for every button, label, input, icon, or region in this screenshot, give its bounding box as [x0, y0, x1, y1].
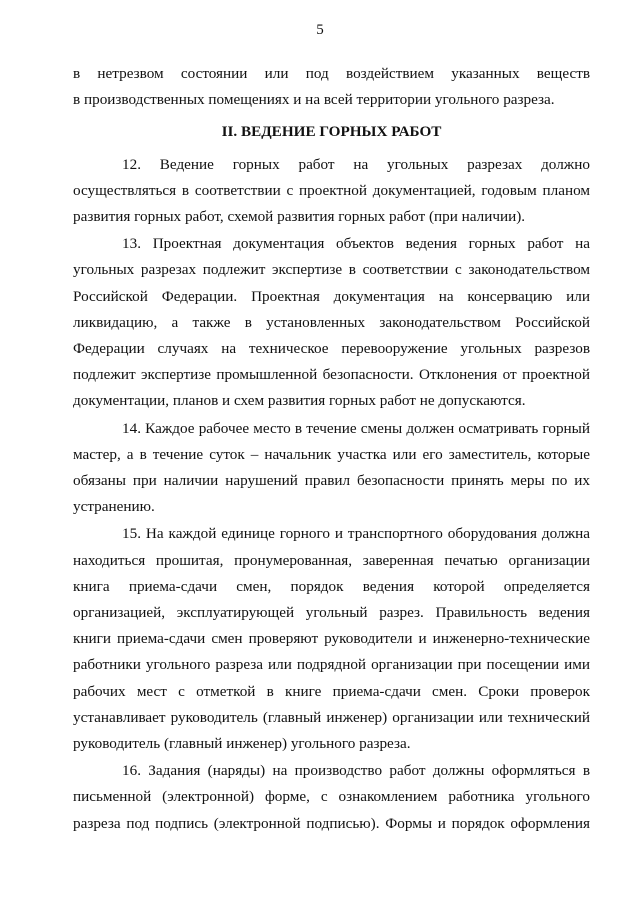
paragraph-16: 16. Задания (наряды) на производство работ должны оформляться в письменной (электронной) форме, с ознакомлением работника угольного разреза под подпись (электронной подписью). Формы и порядок оформления	[73, 762, 590, 832]
paragraph-15: 15. На каждой единице горного и транспортного оборудования должна находиться прошитая, пронумерованная, заверенная печатью организации книга приема-сдачи смен, порядок ведения которой определяется организацией, эксплуатирующей угольный разрез. Правильность ведения книги приема-сдачи смен проверяют руководители и инженерно-технические работники угольного разреза или подрядной организации при посещении ими рабочих мест с отметкой в книге приема-сдачи смен. Сроки проверок устанавливает руководитель (главный инженер) организации или технический руководитель (главный инженер) угольного разреза.	[73, 525, 590, 753]
document-body	[73, 61, 590, 837]
continuation-line-1: в нетрезвом состоянии или под воздействием указанных веществ	[73, 65, 590, 82]
paragraph-14: 14. Каждое рабочее место в течение смены должен осматривать горный мастер, а в течение суток – начальник участка или его заместитель, которые обязаны при наличии нарушений правил безопасности принять меры по их устранению.	[73, 419, 590, 516]
continuation-line-2: в производственных помещениях и на всей территории угольного разреза.	[73, 91, 555, 109]
page-number: 5	[316, 22, 324, 38]
paragraph-12: 12. Ведение горных работ на угольных разрезах должно осуществляться в соответствии с проектной документацией, годовым планом развития горных работ, схемой развития горных работ (при наличии).	[73, 155, 590, 226]
paragraph-13: 13. Проектная документация объектов ведения горных работ на угольных разрезах подлежит экспертизе в соответствии с законодательством Российской Федерации. Проектная документация на консервацию или ликвидацию, а также в установленных законодательством Российской Федерации случаях на техническое перевооружение угольных разрезов подлежит экспертизе промышленной безопасности. Отклонения от проектной документации, планов и схем развития горных работ не допускаются.	[73, 235, 590, 410]
section-heading: II. ВЕДЕНИЕ ГОРНЫХ РАБОТ	[221, 123, 442, 141]
